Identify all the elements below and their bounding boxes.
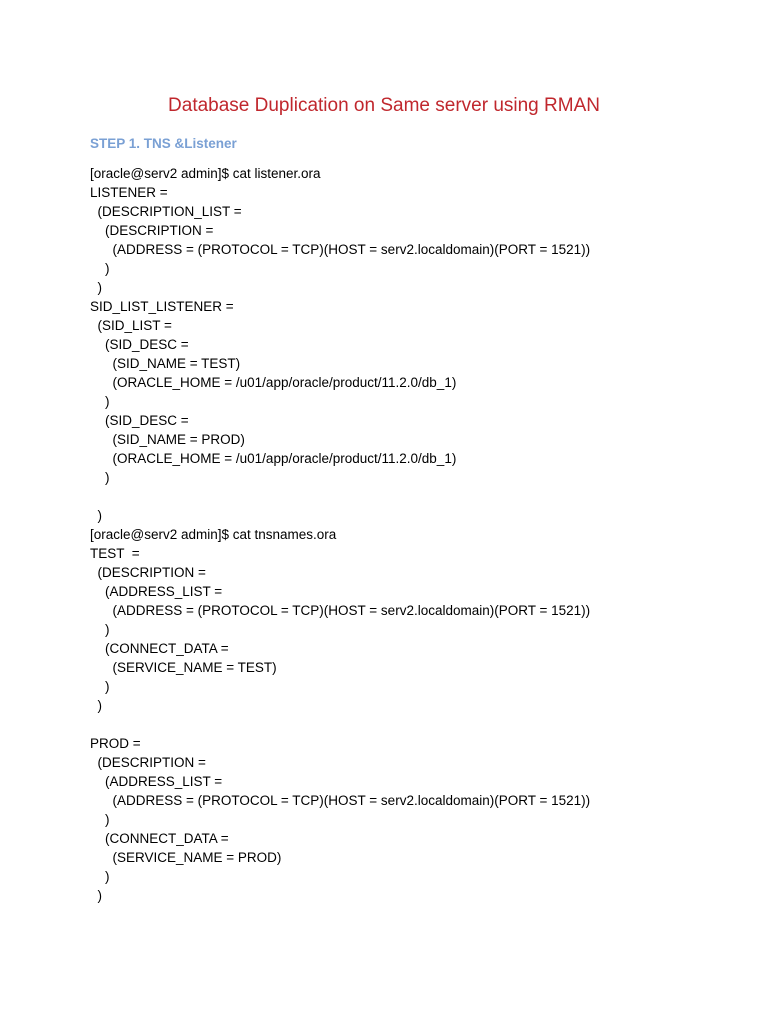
code-line: (DESCRIPTION = bbox=[90, 223, 214, 238]
code-line: [oracle@serv2 admin]$ cat listener.ora bbox=[90, 166, 321, 181]
code-line: (SERVICE_NAME = TEST) bbox=[90, 660, 277, 675]
code-line: ) bbox=[90, 394, 110, 409]
code-line: (SERVICE_NAME = PROD) bbox=[90, 850, 282, 865]
code-line: (ADDRESS = (PROTOCOL = TCP)(HOST = serv2.localdomain)(PORT = 1521)) bbox=[90, 793, 591, 808]
code-line: ) bbox=[90, 470, 110, 485]
code-line: ) bbox=[90, 888, 102, 903]
code-line: ) bbox=[90, 280, 102, 295]
code-line: ) bbox=[90, 698, 102, 713]
code-line: ) bbox=[90, 812, 110, 827]
code-line: (SID_LIST = bbox=[90, 318, 172, 333]
code-line: (DESCRIPTION = bbox=[90, 565, 206, 580]
config-listing bbox=[90, 164, 730, 905]
code-line: ) bbox=[90, 261, 110, 276]
code-line: (ORACLE_HOME = /u01/app/oracle/product/11.2.0/db_1) bbox=[90, 375, 457, 390]
code-line: [oracle@serv2 admin]$ cat tnsnames.ora bbox=[90, 527, 337, 542]
code-line bbox=[90, 487, 730, 506]
code-line: (CONNECT_DATA = bbox=[90, 831, 229, 846]
code-line: (SID_DESC = bbox=[90, 413, 189, 428]
code-line: (SID_NAME = PROD) bbox=[90, 432, 245, 447]
code-line: (ADDRESS_LIST = bbox=[90, 584, 223, 599]
code-line: (SID_NAME = TEST) bbox=[90, 356, 241, 371]
code-line: (DESCRIPTION = bbox=[90, 755, 206, 770]
code-line: ) bbox=[90, 869, 110, 884]
code-line: TEST = bbox=[90, 546, 140, 561]
code-line: PROD = bbox=[90, 736, 141, 751]
code-line: (ADDRESS_LIST = bbox=[90, 774, 223, 789]
code-line: (ADDRESS = (PROTOCOL = TCP)(HOST = serv2.localdomain)(PORT = 1521)) bbox=[90, 242, 591, 257]
code-line: ) bbox=[90, 508, 102, 523]
code-line: (SID_DESC = bbox=[90, 337, 189, 352]
code-line: ) bbox=[90, 622, 110, 637]
code-line bbox=[90, 715, 730, 734]
code-line: (DESCRIPTION_LIST = bbox=[90, 204, 242, 219]
document-title: Database Duplication on Same server using RMAN bbox=[168, 95, 600, 116]
code-line: SID_LIST_LISTENER = bbox=[90, 299, 234, 314]
code-line: LISTENER = bbox=[90, 185, 168, 200]
code-line: (ORACLE_HOME = /u01/app/oracle/product/11.2.0/db_1) bbox=[90, 451, 457, 466]
code-line: ) bbox=[90, 679, 110, 694]
step-heading: STEP 1. TNS &Listener bbox=[90, 136, 237, 151]
code-line: (ADDRESS = (PROTOCOL = TCP)(HOST = serv2.localdomain)(PORT = 1521)) bbox=[90, 603, 591, 618]
code-line: (CONNECT_DATA = bbox=[90, 641, 229, 656]
